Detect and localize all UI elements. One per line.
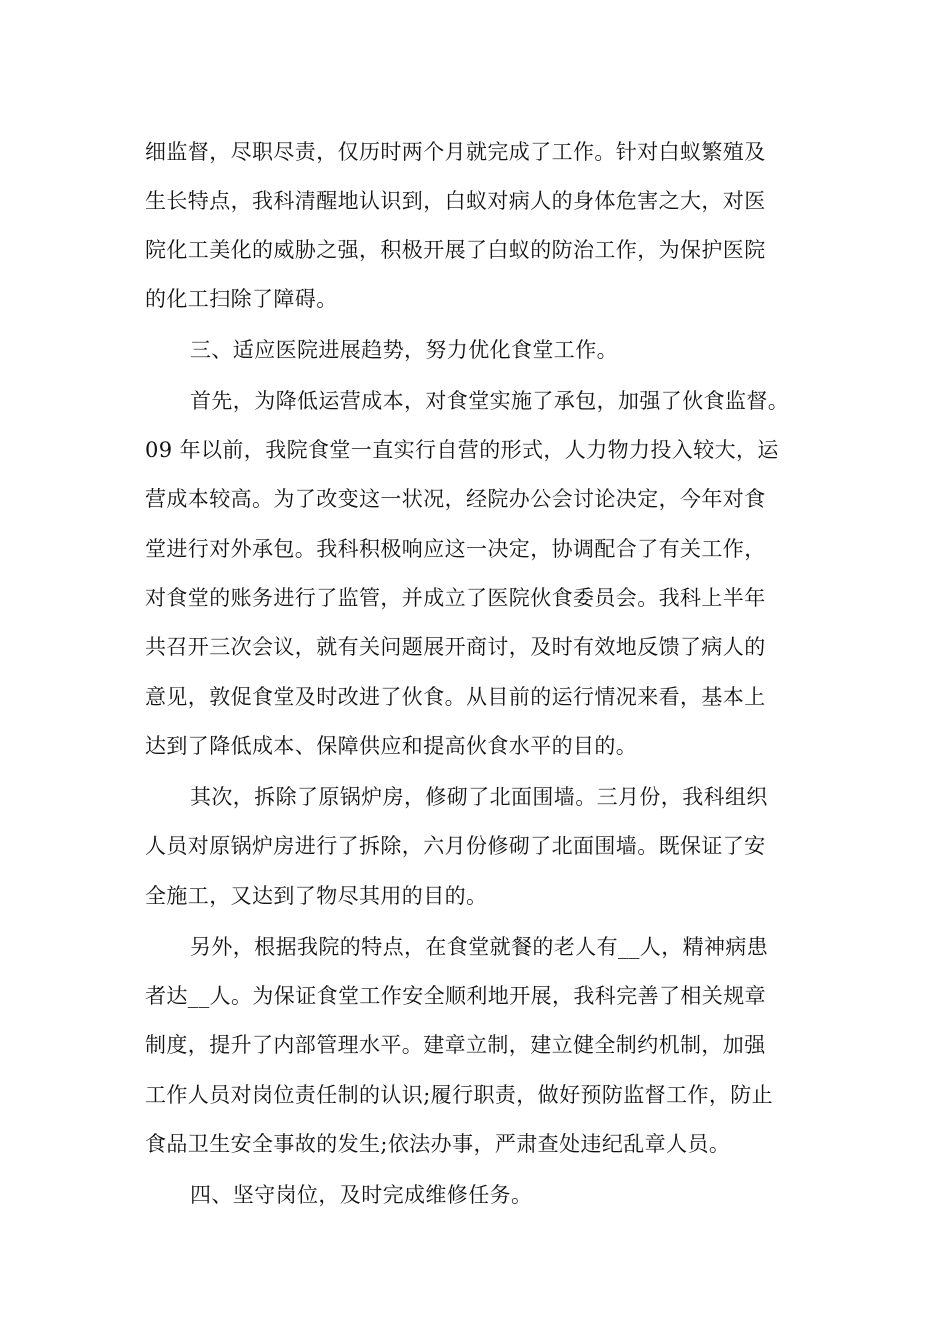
text-line: 制度，提升了内部管理水平。建章立制，建立健全制约机制，加强	[145, 1033, 766, 1057]
text-line: 院化工美化的威胁之强，积极开展了白蚁的防治工作，为保护医院	[145, 238, 766, 262]
text-line: 者达__人。为保证食堂工作安全顺利地开展，我科完善了相关规章	[145, 984, 766, 1008]
text-line: 对食堂的账务进行了监管，并成立了医院伙食委员会。我科上半年	[145, 586, 766, 610]
text-line: 意见，敦促食堂及时改进了伙食。从目前的运行情况来看，基本上	[145, 685, 766, 709]
text-line: 营成本较高。为了改变这一状况，经院办公会讨论决定，今年对食	[145, 487, 766, 511]
text-line: 工作人员对岗位责任制的认识;履行职责，做好预防监督工作，防止	[145, 1083, 774, 1107]
text-line: 达到了降低成本、保障供应和提高伙食水平的目的。	[145, 734, 638, 758]
text-line: 首先，为降低运营成本，对食堂实施了承包，加强了伙食监督。	[190, 389, 790, 413]
text-line: 09 年以前，我院食堂一直实行自营的形式，人力物力投入较大，运	[145, 438, 779, 462]
text-line: 共召开三次会议，就有关问题展开商讨，及时有效地反馈了病人的	[145, 635, 766, 659]
text-line: 其次，拆除了原锅炉房，修砌了北面围墙。三月份，我科组织	[190, 785, 768, 809]
text-line: 另外，根据我院的特点，在食堂就餐的老人有__人，精神病患	[190, 935, 769, 959]
text-line: 细监督，尽职尽责，仅历时两个月就完成了工作。针对白蚁繁殖及	[145, 140, 766, 164]
text-line: 的化工扫除了障碍。	[145, 287, 338, 311]
text-line: 堂进行对外承包。我科积极响应这一决定，协调配合了有关工作，	[145, 537, 766, 561]
text-line: 全施工，又达到了物尽其用的目的。	[145, 884, 488, 908]
text-line: 人员对原锅炉房进行了拆除，六月份修砌了北面围墙。既保证了安	[145, 834, 766, 858]
text-line: 生长特点，我科清醒地认识到，白蚁对病人的身体危害之大，对医	[145, 189, 766, 213]
text-line: 食品卫生安全事故的发生;依法办事，严肃查处违纪乱章人员。	[145, 1132, 731, 1156]
section-heading: 四、坚守岗位，及时完成维修任务。	[190, 1183, 533, 1207]
section-heading: 三、适应医院进展趋势，努力优化食堂工作。	[190, 338, 618, 362]
